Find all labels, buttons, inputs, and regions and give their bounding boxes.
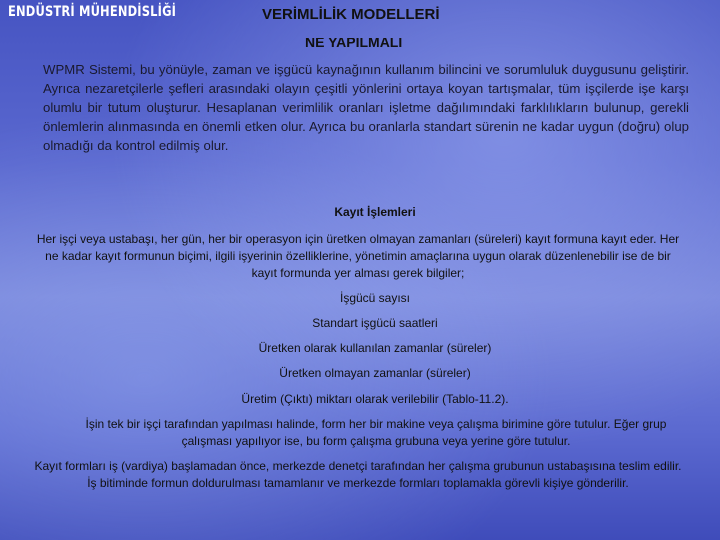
section-paragraph-1: Her işçi veya ustabaşı, her gün, her bir operasyon için üretken olmayan zamanları (süreleri) kayıt formuna kayıt eder. Her ne kadar kayıt formunun biçimi, ilgili işyerinin özelliklerine, yönetimin amaçlarına uygun olarak düzenlenebilir ise de bir kayıt formunda yer alması gerek bilgiler; xyxy=(36,232,680,280)
list-item-standard-hours: Standart işgücü saatleri xyxy=(312,316,438,330)
list-item-nonproductive-time: Üretken olmayan zamanlar (süreler) xyxy=(279,366,471,380)
list-item-productive-time: Üretken olarak kullanılan zamanlar (süreler) xyxy=(258,341,492,355)
slide-subtitle-text: NE YAPILMALI xyxy=(305,38,403,50)
list-item-workforce-count: İşgücü sayısı xyxy=(339,291,411,305)
intro-paragraph: WPMR Sistemi, bu yönüyle, zaman ve işgücü kaynağının kullanım bilincini ve sorumluluk duygusunu geliştirir. Ayrıca nezaretçilerle şefleri arasındaki olayın çeşitli yönlerini ortaya koyan tartışmalar, tüm işçilerde işe karşı olumlu bir tutum oluşturur. Hesaplanan verimlilik oranları işletme dağılımındaki farklılıkların bulunup, gerekli önlemlerin alınmasında en önemli etken olur. Ayrıca bu oranlarla standart sürenin ne kadar uygun (doğru) olup olmadığı da kontrol edilmiş olur. xyxy=(43,62,689,153)
slide-title: VERİMLİLİK MODELLERİ xyxy=(262,6,440,23)
section-heading: Kayıt İşlemleri xyxy=(334,205,416,219)
slide-subtitle xyxy=(305,38,402,50)
header-left-label: ENDÜSTRİ MÜHENDİSLİĞİ xyxy=(8,4,177,20)
list-item-output-quantity: Üretim (Çıktı) miktarı olarak verilebilir (Tablo-11.2). xyxy=(241,392,509,406)
section-paragraph-2: İşin tek bir işçi tarafından yapılması halinde, form her bir makine veya çalışma birimine göre tutulur. Eğer grup çalışması yapılıyor ise, bu form çalışma grubuna veya yerine göre tutulur. xyxy=(85,417,667,448)
section-paragraph-3: Kayıt formları iş (vardiya) başlamadan önce, merkezde denetçi tarafından her çalışma grubunun ustabaşısına teslim edilir. İş bitiminde formun doldurulması tamamlanır ve merkezde formları toplamakla görevli kişiye gönderilir. xyxy=(34,459,682,490)
